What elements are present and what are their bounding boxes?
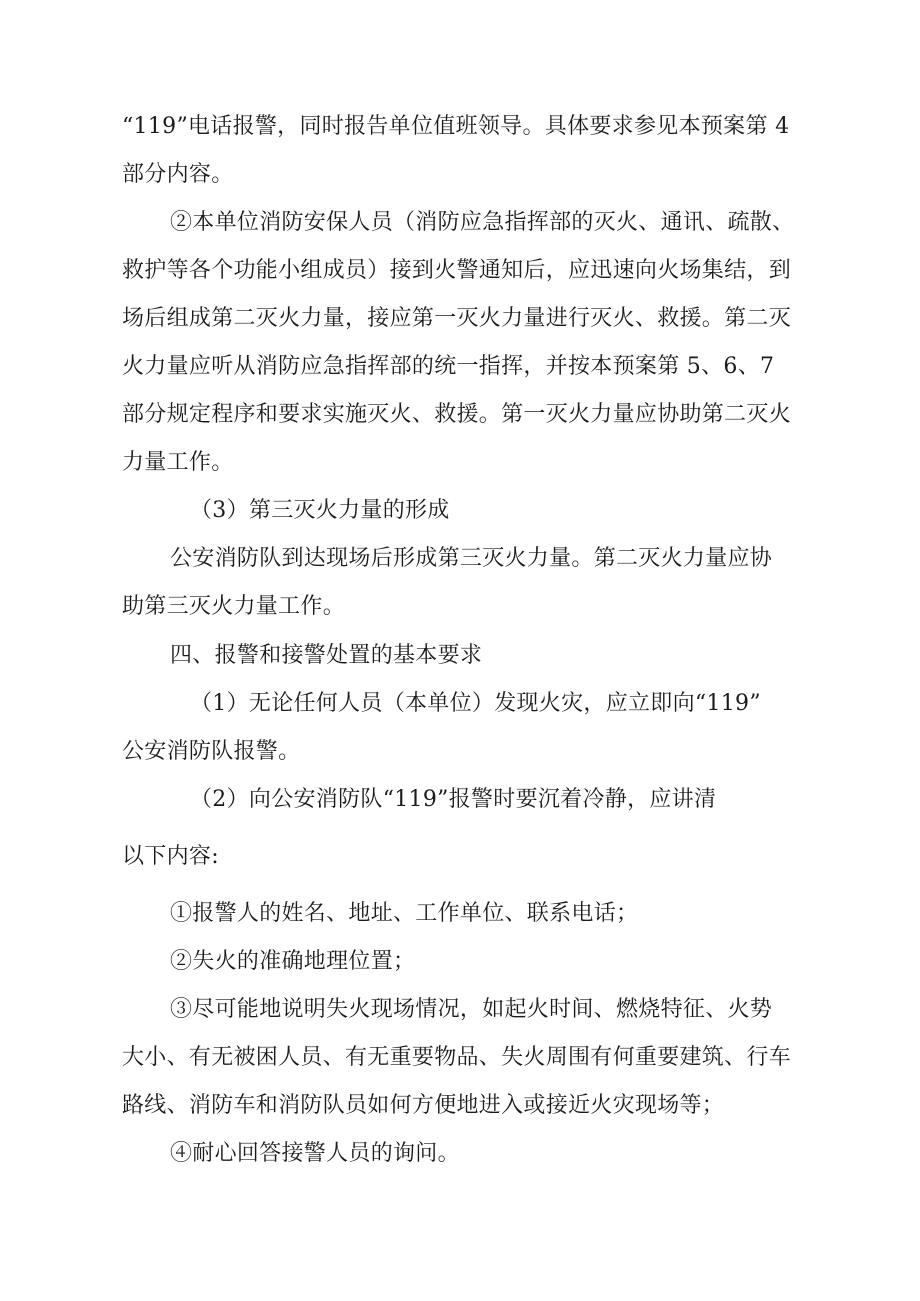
text-line: 路线、消防车和消防队员如何方便地进入或接近火灾现场等； — [122, 1093, 725, 1118]
text-line: 部分规定程序和要求实施灭火、救援。第一灭火力量应协助第二灭火 — [122, 402, 792, 427]
text-line: 以下内容: — [122, 844, 219, 869]
text-line: 大小、有无被困人员、有无重要物品、失火周围有何重要建筑、行车 — [122, 1045, 792, 1070]
text-line: （2）向公安消防队“119”报警时要沉着冷静，应讲清 — [190, 787, 717, 812]
text-line: 力量工作。 — [122, 450, 234, 475]
list-item: ②失火的准确地理位置； — [170, 949, 416, 974]
text-line: 场后组成第二灭火力量，接应第一灭火力量进行灭火、救援。第二灭 — [122, 306, 792, 331]
section-heading: 四、报警和接警处置的基本要求 — [170, 643, 483, 668]
text-line: 助第三灭火力量工作。 — [122, 594, 346, 619]
list-item: ④耐心回答接警人员的询问。 — [170, 1141, 460, 1166]
text-line: 公安消防队报警。 — [122, 739, 301, 764]
text-line: （1）无论任何人员（本单位）发现火灾，应立即向“119” — [190, 691, 761, 716]
text-line: “119”电话报警，同时报告单位值班领导。具体要求参见本预案第 4 — [122, 114, 790, 139]
text-line: 救护等各个功能小组成员）接到火警通知后，应迅速向火场集结，到 — [122, 258, 792, 283]
section-heading: （3）第三灭火力量的形成 — [190, 498, 450, 523]
text-line: 火力量应听从消防应急指挥部的统一指挥，并按本预案第 5、6、7 — [122, 354, 775, 379]
text-line: 公安消防队到达现场后形成第三灭火力量。第二灭火力量应协 — [170, 546, 773, 571]
text-line: 部分内容。 — [122, 162, 234, 187]
text-line: ②本单位消防安保人员（消防应急指挥部的灭火、通讯、疏散、 — [170, 210, 795, 235]
list-item: ③尽可能地说明失火现场情况，如起火时间、燃烧特征、火势 — [170, 997, 773, 1022]
list-item: ①报警人的姓名、地址、工作单位、联系电话； — [170, 901, 639, 926]
